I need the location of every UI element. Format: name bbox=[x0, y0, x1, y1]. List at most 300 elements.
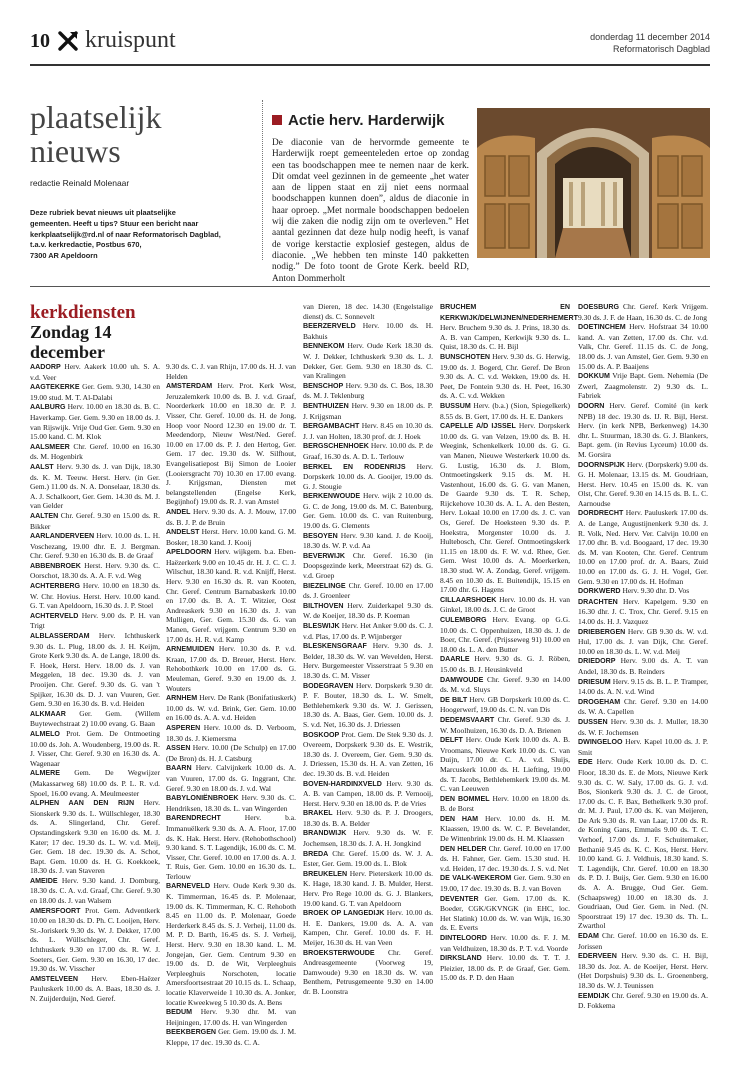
kerkdiensten-title: kerkdiensten bbox=[30, 302, 136, 323]
place-name: AMEIDE bbox=[30, 876, 58, 885]
service-times: Herv. 9.30 ds. A. J. Mouw, 17.00 ds. B. J. P. de Bruin bbox=[166, 506, 296, 527]
service-listing bbox=[166, 507, 296, 527]
service-times: Chr. Geref. 9.30 en 15.00 ds. R. Bikker bbox=[30, 510, 161, 531]
service-times: Ger. Gem. 9.30 en 19.00, 17 dec. 19.30 ds. B. J. van Boven bbox=[440, 873, 570, 894]
service-times: Herv. Kapel 10.00 ds. J. P. Smit bbox=[578, 737, 708, 757]
services-column bbox=[30, 362, 160, 1004]
place-name: DEN BOMMEL bbox=[440, 794, 490, 803]
service-times: Chr. Geref. 16.30 (in Doopsgezinde kerk, Meerstraat 62) ds. G. v.d. Groep bbox=[303, 550, 433, 581]
service-listing bbox=[166, 813, 296, 881]
place-name: BREUKELEN bbox=[303, 869, 348, 878]
services-column bbox=[440, 302, 578, 983]
place-name: EEMDIJK bbox=[578, 991, 610, 1000]
place-name: BESOYEN bbox=[303, 531, 338, 540]
section-title: kruispunt bbox=[85, 27, 176, 53]
place-name: ARNHEM bbox=[166, 694, 198, 703]
cross-arrow-logo-icon bbox=[58, 30, 78, 52]
service-listing bbox=[578, 371, 708, 401]
service-times: Herv. Ichthuskerk 9.30 ds. L. Plug, 18.00 ds. J. H. Keijm, Grote Kerk 9.30 ds. A. de Lange, 18.00 ds. F. Hoek, Herst. Herv. 18.00 ds. J. van Meggelen, 18 dec. 19.30 ds. J. van Prooijen. Chr. Geref. 9.30 ds. G. van 't Spijker, 16.30 ds. D. J. van Vuuren, Ger. Gem. 9.30 en 16.30 ds. B. v.d. Heiden bbox=[30, 631, 160, 709]
service-listing bbox=[440, 794, 570, 814]
service-times: Herv. Zuiderkapel 9.30 ds. W. de Koeijer, 18.30 ds. P. Koeman bbox=[303, 600, 433, 621]
service-listing bbox=[578, 931, 708, 951]
place-name: BLESWIJK bbox=[303, 622, 340, 630]
place-name: EDE bbox=[578, 758, 593, 767]
service-times: Herv. 9.30 ds. G. Herwig, 19.00 ds. J. Bogerd, Chr. Geref. De Bron 9.30 ds. A. C. v.d. Wekken, 19.00 ds. H. Peet, De Fontein 9.30 ds. H. Peet, 16.30 ds. A. C. v.d. Wekken bbox=[440, 351, 570, 401]
service-times: Herv. 10.00 en 18.30 ds. B. C. Haverkamp. Ger. Gem. 9.30 en 18.00 ds. J. van Rijswijk. Vrije Oud Ger. Gem. 9.30 en 15.00 kand. C. M. Klok bbox=[30, 402, 161, 442]
service-times: Herv. Aakerk 10.00 uh. S. A. v.d. Veer bbox=[30, 362, 160, 382]
service-times: Prot. Gem. De Ontmoeting 10.00 ds. Joh. A. Woudenberg, 19.00 ds. R. J. Visser, Chr. Geref. 9.30 en 16.30 ds. A. Wagenaar bbox=[30, 728, 160, 768]
service-times: Herv. GB Dorpskerk 10.00 ds. C. Hoogerwerf, 19.00 ds. C. N. van Dis bbox=[440, 694, 571, 715]
service-times: Herv. Het Anker 9.00 ds. C. J. v.d. Plas, 17.00 ds. P. Wijnberger bbox=[303, 621, 434, 641]
service-listing bbox=[30, 631, 160, 709]
service-listing bbox=[30, 906, 160, 974]
place-name: DAARLE bbox=[440, 655, 470, 664]
service-listing bbox=[30, 531, 160, 561]
service-listing bbox=[30, 362, 160, 382]
place-name: ALKMAAR bbox=[30, 709, 66, 718]
service-times: Herv. Sionskerk 9.30 ds. L. Wüllschleger, 18.30 ds. A. Slingerland, Chr. Geref. Opstandingskerk 9.30 en 16.00 ds. M. J. Kater; 17 dec. 19.30 ds. L. W. v.d. Meij, Ger. Gem. 18 dec. 19.30 ds. A. Schot, Bapt. Gem. 10.00 ds. H. G. Koekkoek, 18.30 ds. J. van Staveren bbox=[30, 798, 161, 876]
service-times: Herv. Oude Kerk 9.30 ds. K. Timmerman, 16.45 ds. P. Molenaar, 19.00 ds. K. Timmerman, K. C. Rehoboth 8.45 en 11.00 ds. P. Molenaar, Goede Herderkerk 8.45 ds. S. J. Verheij, 11.00 ds. M. P. D. Barth, 16.45 ds. S. J. Verheij, Herst. Herv. 9.30 en 18.30 kand. L. M. Jongejan, Ger. Gem. Centrum 9.30 en 19.00 ds. D. de Wit, Verpleeghuis Verpleeghuis Norschoten, locatie Amersfoortsestraat 20 10.15 ds. L. Schaap, locatie Klaverweide 1 10.30 ds. A. Jonker, locatie Kweekweg 5 10.30 ds. A. Bens bbox=[166, 881, 296, 1007]
service-times: Chr. Geref. 15.00 ds. W. J. A. Ester, Ger. Gem. 19.00 ds. L. Blok bbox=[303, 848, 433, 869]
service-times: Herv. Oude Kerk 10.00 ds. D. C. Floor, 18.30 ds. E. de Mots, Nieuwe Kerk 9.30 ds. C. W. Saly, 17.00 ds. G. J. v.d. Bos, Sionkerk 9.30 ds. J. C. de Groot, 17.00 ds. C. F. Bax, Bethelkerk 9.30 prof. dr. M. J. Paul, 17.00 ds. K. van Meijeren, De Ark 9.30 ds. R. van Laar, 17.00 ds. R. de Koning Gans, Emmaüs 9.00 ds. T. C. Verhoef, 17.00 ds. J. F. Schuitemaker, Bethanië 9.45 ds. K. C. Kos, Herst. Herv. 10.00 kand. G. J. Veldhuis, 18.30 kand. S. T. Lagendijk, Chr. Geref. 10.00 en 18.30 ds. P. D. J. Buijs, Ger. Gem. 9.30 en 16.00 ds. A. A. Brugge, Oud Ger. Gem. (Schaapsweg) 10.00 en 18.30 ds. J. Goudriaan, Oud Ger. Gem. in Ned. (N. Spoorstraat 19) 17 dec. 19.30 ds. Th. L. Zwarthol bbox=[578, 757, 708, 931]
service-listing bbox=[303, 849, 433, 869]
service-times: van Dieren, 18 dec. 14.30 (Engelstalige dienst) ds. C. Sonnevelt bbox=[303, 302, 433, 321]
place-name: AALBURG bbox=[30, 403, 66, 412]
service-listing bbox=[440, 675, 570, 695]
service-listing bbox=[578, 677, 708, 697]
service-times: Herv. Oude Kerk 10.00 ds. A. B. Vroomans, Nieuwe Kerk 10.00 ds. C. van Duijn, 17.00 dr. C. A. v.d. Sluijs, Marcuskerk 10.00 ds. H. Liefting, 19.00 ds. T. Jacobs, Bethlehemkerk 19.00 ds. M. C. van Leeuwen bbox=[440, 735, 570, 794]
place-name: BIEZELINGE bbox=[303, 581, 346, 590]
service-times: Chr. Geref. Andreasgemeente (Voorweg 19, Damwoude) 9.30 en 18.30 ds. W. van Benthem, Petrusgemeente 9.30 en 14.00 dr. B. Loonstra bbox=[303, 947, 434, 996]
place-name: DROGEHAM bbox=[578, 697, 621, 706]
service-times: Herv. 9.30 ds. G. J. Röben, 15.00 ds. B. J. Heusinkveld bbox=[440, 654, 571, 674]
service-times: Chr. Geref. 9.30 en 19.00 ds. A. D. Fokkema bbox=[578, 990, 709, 1011]
place-name: BERGSCHENHOEK bbox=[303, 442, 369, 451]
service-times: Chr. Geref. 9.30 en 14.00 ds. W. A. Capellen bbox=[578, 696, 709, 717]
service-times: Herv. b.a. Immanuëlkerk 9.30 ds. A. A. Floor, 17.00 ds. K. Hak. Herst. Herv. (Rehobothschool) 9.30 kand. S. T. Lagendijk, 16.00 ds. C. M. Visser, Chr. Geref. 10.00 en 17.00 ds. A. J. T. Ruis, Ger. Gem. 10.00 en 16.30 ds. L. Terlouw bbox=[166, 813, 296, 881]
article-body: De diaconie van de hervormde gemeente te Harderwijk roept gemeenteleden ertoe op zondag een tas boodschappen mee te nemen naar de kerk. Dit omdat veel gezinnen in de gemeente „het water aan de lippen staat en zij niet eens normaal boodschappen kunnen doen”, aldus de diaconie in haar oproep. „Met normale boodschappen bedoelen wij die zaken die nodig zijn om te overleven.” Het aantal gezinnen dat deze hulp nodig heeft, is vanaf de vorige kerstactie explosief gestegen, aldus de diaconie. „We hebben ten minste 140 pakketten nodig.” De foto toont de Grote Kerk. beeld RD, Anton Dommerholt bbox=[272, 138, 469, 284]
place-name: DOESBURG bbox=[578, 303, 619, 311]
service-listing bbox=[303, 681, 433, 730]
service-times: Ger. Gem. 19.00 ds. J. M. Kleppe, 17 dec. 19.30 ds. C. A. bbox=[166, 1027, 297, 1047]
place-name: DOETINCHEM bbox=[578, 323, 626, 332]
service-times: Herv. 8.45 en 10.30 ds. J. J. van Holten, 18.30 prof. dr. J. Hoek bbox=[303, 421, 433, 441]
place-name: ALPHEN AAN DEN RIJN bbox=[30, 799, 135, 808]
place-name: EDAM bbox=[578, 932, 599, 940]
service-times: Herv. 9.30 ds. C. H. Bijl, 18.30 ds. Joz. A. de Koeijer, Herst. Herv. (Het Dorpshuis) 9.30 ds. L. Groenenberg, 18.30 ds. W. J. Teunissen bbox=[578, 951, 708, 990]
place-name: APELDOORN bbox=[166, 548, 212, 557]
church-doors-photo bbox=[477, 108, 710, 258]
rubric-title-line: nieuws bbox=[30, 133, 121, 169]
place-name: BAARN bbox=[166, 764, 192, 773]
place-name: AARLANDERVEEN bbox=[30, 532, 95, 541]
service-times: Herv. 9.00 ds. P. H. van Trigt bbox=[30, 610, 160, 631]
service-times: Herv. 9.30 ds. J. Belder, 18.30 ds. W. van Wevelden, Herst. Herv. Burgemeester Visserstraat 5 9.30 en 18.30 ds. C. M. Visser bbox=[303, 641, 434, 680]
service-listing bbox=[303, 581, 433, 601]
service-times: Chr. Geref. 9.30 ds. J. W. Moolhuizen, 16.30 ds. D. A. Brienen bbox=[440, 714, 571, 735]
service-times: Herv. 9.30 kand. J. Domburg, 18.30 ds. C. A. v.d. Graaf, Chr. Geref. 9.30 en 18.00 ds. J. van Walsem bbox=[30, 875, 160, 906]
service-listing bbox=[440, 302, 578, 352]
place-name: DAMWOUDE bbox=[440, 675, 484, 684]
service-times: Herv. 10.00 ds. H. M. Klaassen, 19.00 ds. W. C. P. Bevelander, De Wittenbrink 19.00 ds. H. M. Klaassen bbox=[440, 813, 571, 844]
service-listing bbox=[303, 869, 433, 908]
rubric-title bbox=[30, 100, 162, 168]
service-times: Herv. 9.30 ds. W. F. Jochemsen, 18.30 ds. J. A. H. Jongkind bbox=[303, 828, 434, 849]
place-name: DEN HELDER bbox=[440, 844, 487, 853]
service-times: Herv. 10.00 ds. F. J. M. van Veldhuizen, 18.30 ds. P. T. v.d. Voorde bbox=[440, 933, 570, 953]
square-bullet-icon bbox=[272, 115, 282, 125]
place-name: DOKKUM bbox=[578, 372, 610, 381]
service-times: Herv. Bruchem 9.30 ds. J. Prins, 18.30 ds. A. B. van Campen, Kerkwijk 9.30 ds. L. Quist, 18.30 ds. C. H. Bijl bbox=[440, 323, 570, 352]
service-times: Herv. 9.30 kand. J. de Kooij, 18.30 ds. W. P. v.d. Aa bbox=[303, 530, 434, 551]
service-times: Chr. Geref. 10.00 en 16.30 ds. M. Hogenbirk bbox=[30, 441, 161, 462]
service-times: Herv. 9.30 ds. C. Hendriksen, 18.30 ds. L. van Wingerden bbox=[166, 793, 296, 813]
services-column bbox=[166, 362, 296, 1048]
service-listing bbox=[30, 709, 160, 729]
place-name: AADORP bbox=[30, 363, 61, 371]
place-name: BERGAMBACHT bbox=[303, 422, 360, 431]
service-listing bbox=[166, 743, 296, 763]
place-name: AMSTELVEEN bbox=[30, 974, 78, 983]
service-listing bbox=[166, 1027, 296, 1047]
place-name: AALSMEER bbox=[30, 442, 70, 451]
service-times: Herv. wijk 2 10.00 ds. G. C. de Jong, 19.00 ds. M. C. Batenburg, Ger. Gem. 10.00 ds. C. van Ruitenburg, 19.00 ds. G. Clements bbox=[303, 491, 433, 531]
place-name: BERKEL EN RODENRIJS bbox=[303, 462, 406, 471]
services-column bbox=[303, 302, 433, 997]
service-listing bbox=[30, 581, 160, 611]
header-dateline bbox=[590, 31, 710, 55]
place-name: BARENDRECHT bbox=[166, 814, 221, 823]
service-listing bbox=[578, 991, 708, 1011]
service-listing bbox=[166, 547, 296, 644]
service-times: Herv. 10.00 ds. L. H. Voschezang, 19.00 dhr. E. J. Bergman. Chr. Geref. 9.30 en 16.30 ds. B. de Graaf bbox=[30, 531, 161, 561]
place-name: BARNEVELD bbox=[166, 882, 211, 891]
place-name: EDERVEEN bbox=[578, 952, 617, 961]
service-listing bbox=[440, 953, 570, 983]
place-name: BUSSUM bbox=[440, 401, 471, 410]
service-date-line: Zondag 14 bbox=[30, 322, 112, 342]
service-listing bbox=[440, 814, 570, 844]
service-listing bbox=[30, 611, 160, 631]
service-listing bbox=[166, 362, 296, 381]
service-listing bbox=[166, 881, 296, 1007]
service-listing bbox=[303, 341, 433, 380]
service-listing bbox=[440, 421, 570, 595]
service-listing bbox=[303, 462, 433, 492]
service-times: Herv. 9.00 ds. A. T. van Andel, 18.30 ds. B. Reinders bbox=[578, 656, 708, 676]
page-header bbox=[30, 28, 710, 68]
header-rule bbox=[30, 64, 710, 66]
service-listing bbox=[30, 561, 160, 581]
service-listing bbox=[303, 779, 433, 809]
place-name: AAGTEKERKE bbox=[30, 383, 80, 392]
service-listing bbox=[303, 730, 433, 779]
service-times: Herv. 10.00 ds. D. Verboom, 18.30 ds. J. Kiemersma bbox=[166, 722, 297, 743]
service-listing bbox=[303, 421, 433, 441]
service-times: Herv. Eben-Haëzer Pauluskerk 10.00 ds. A. Baas, 18.30 ds. J. N. Zuijderduijn, Ned. Geref. bbox=[30, 973, 160, 1003]
service-listing bbox=[30, 402, 160, 441]
service-times: Herv. 10.00 en 18.00 ds. B. de Borst bbox=[440, 793, 570, 814]
service-times: Herv. wijkgem. b.a. Eben-Haëzerkerk 9.00 en 10.45 dr. H. J. C. C. J. Wilschut, 18.30 kand. R. v.d. Knijff, Herst. Herv. 9.30 en 16.30 ds. R. van Kooten, Chr. Geref. Centrum Barnabaskerk 10.00 en 17.00 ds. B. A. T. Witzier, Oost Andreaskerk 9.30 en 16.30 ds. J. van Mulligen, Ger. Gem. 15.30 ds. G. van Manen, Geref. vrijgem. Centrum 9.30 en 17.00 ds. H. R. v.d. Kamp bbox=[166, 547, 296, 644]
service-times: Herst. Herv. 9.30 ds. C. Oorschot, 18.30 ds. A. A. F. v.d. Weg bbox=[30, 560, 161, 581]
notice-line: gemeenten. Heeft u tips? Stuur een bericht naar bbox=[30, 218, 199, 228]
service-listing bbox=[440, 401, 570, 421]
service-times: Chr. Geref. 10.00 en 17.00 ds. H. Fahner, Ger. Gem. 15.30 stud. H. v.d. Heiden, 17 dec. 19.30 ds. J. S. v.d. Net bbox=[440, 843, 570, 873]
editor-byline: redactie Reinald Molenaar bbox=[30, 178, 130, 188]
place-name: ACHTERVELD bbox=[30, 611, 79, 620]
service-listing bbox=[578, 656, 708, 676]
service-listing bbox=[440, 873, 570, 893]
place-name: DEVENTER bbox=[440, 894, 479, 903]
place-name: AMSTERDAM bbox=[166, 382, 213, 391]
service-times: Herst. Herv. 10.00 kand. G. M. Bosker, 18.30 kand. J. Kooij bbox=[166, 527, 296, 547]
service-listing bbox=[30, 876, 160, 906]
service-times: Herv. 9.30 dhr. M. van Heijningen, 17.00 ds. H. van Wingerden bbox=[166, 1007, 296, 1027]
service-times: Herv. 10.30 ds. P. v.d. Kraan, 17.00 ds. D. Breuer, Herst. Herv. Rehobothkerk 10.00 en 17.00 ds. G. Meuleman, Geref. 9.30 en 19.00 ds. J. Wouters bbox=[166, 644, 296, 693]
service-times: Herv. 9.30 en 18.00 ds. P. J. Krijgsman bbox=[303, 400, 433, 421]
service-listing bbox=[440, 615, 570, 654]
service-times: Herv. Pauluskerk 17.00 ds. A. de Lange, Augustijnenkerk 9.30 ds. J. R. Volk, Ned. Herv. Ver. Calvijn 10.00 en 17.00 dhr. B. v.d. Boogaard, 17 dec. 19.30 ds. M. van Kooten, Chr. Geref. Centrum 10.00 en 17.00 prof. dr. A. Baars, Zuid 10.00 en 17.00 ds. G. J. H. Vogel, Ger. Gem. 9.30 en 17.00 ds. H. Hofman bbox=[578, 508, 708, 586]
service-date bbox=[30, 322, 112, 362]
place-name: BENTHUIZEN bbox=[303, 401, 349, 410]
service-listing bbox=[303, 808, 433, 828]
place-name: BABYLONIËNBROEK bbox=[166, 794, 239, 803]
place-name: DWINGELOO bbox=[578, 738, 623, 747]
service-times: Herv. Prot. Kerk West, Jeruzalemkerk 10.00 ds. B. J. v.d. Graaf, Noorderkerk 10.00 en 18.30 dr. P. J. Visser, Chr. Geref. 10.00 ds. H. de Jong, Hoop voor Noord 12.30 en 19.00 dr. T. Meedendorp, Nieuw West/Ned. Geref. 10.00 en 17.00 ds. P. J. den Hertog, Ger. Gem. 17 dec. 19.30 ds. W. Silfhout, Evangelisatiepost Bij Simon de Looier (Looiersgracht 70) 10.30 en 17.00 evang. J. Krijgsman, Diensten met belangstellenden (Engelse Kerk, Begijnhof) 19.00 ds. R. J. van Amstel bbox=[166, 381, 296, 507]
place-name: BRANDWIJK bbox=[303, 829, 347, 838]
service-listing bbox=[30, 768, 160, 798]
service-times: Herv. 9.30 ds. C. Bos, 18.30 ds. M. J. Teklenburg bbox=[303, 380, 433, 401]
place-name: ACHTERBERG bbox=[30, 582, 81, 591]
place-name: BENNEKOM bbox=[303, 342, 345, 351]
service-listing bbox=[166, 381, 296, 507]
service-listing bbox=[303, 828, 433, 848]
issue-date: donderdag 11 december 2014 bbox=[590, 32, 710, 42]
place-name: ASPEREN bbox=[166, 723, 201, 732]
service-listing bbox=[166, 1007, 296, 1027]
place-name: BEEKBERGEN bbox=[166, 1028, 217, 1037]
service-listing bbox=[578, 757, 708, 931]
service-listing bbox=[440, 695, 570, 715]
service-times: Herv. Calvijnkerk 10.00 ds. A. van Vuuren, 17.00 ds. G. Inggrant, Chr. Geref. 9.30 en 18.00 ds. J. v.d. Wal bbox=[166, 763, 296, 793]
service-listing bbox=[440, 735, 570, 794]
service-listing bbox=[578, 597, 708, 627]
service-listing bbox=[303, 601, 433, 621]
service-times: Herv. Hofstraat 34 10.00 kand. A. van Zetten, 17.00 ds. Chr. v.d. Valk, Chr. Geref. 11.15 ds. C. de Jong, 18.00 ds. J. van Amstel, Ger. Gem. 9.30 en 15.00 ds. A. P. Baaijens bbox=[578, 322, 709, 371]
service-listing bbox=[166, 527, 296, 547]
place-name: AALTEN bbox=[30, 511, 59, 520]
place-name: BOVEN-HARDINXVELD bbox=[303, 779, 382, 788]
place-name: DORDRECHT bbox=[578, 509, 624, 518]
service-times: Ger. Gem. 9.30, 14.30 en 19.00 stud. M. T. Al-Dalabi bbox=[30, 382, 160, 402]
service-listing bbox=[30, 974, 160, 1004]
place-name: BUNSCHOTEN bbox=[440, 352, 491, 361]
place-name: DIRKSLAND bbox=[440, 954, 482, 963]
place-name: BEVERWIJK bbox=[303, 551, 346, 560]
notice-line: 7300 AR Apeldoorn bbox=[30, 251, 98, 261]
rubric-title-line: plaatselijk bbox=[30, 99, 162, 135]
place-name: BEERZERVELD bbox=[303, 322, 356, 331]
notice-line: t.a.v. kerkredactie, Postbus 670, bbox=[30, 240, 142, 250]
place-name: CAPELLE A/D IJSSEL bbox=[440, 422, 516, 431]
place-name: DRIESUM bbox=[578, 677, 611, 686]
place-name: BRUCHEM EN KERKWIJK/DELWIJNEN/NEDERHEMERT bbox=[440, 303, 578, 322]
service-times: Chr. Geref. 10.00 en 16.30 ds. E. Jorissen bbox=[578, 931, 709, 951]
service-listing bbox=[578, 508, 708, 586]
service-listing bbox=[30, 729, 160, 768]
service-listing bbox=[166, 644, 296, 693]
place-name: DINTELOORD bbox=[440, 934, 487, 942]
service-listing bbox=[440, 352, 570, 401]
service-listing bbox=[166, 763, 296, 793]
service-listing bbox=[303, 491, 433, 530]
service-listing bbox=[578, 697, 708, 717]
place-name: AMERSFOORT bbox=[30, 906, 81, 915]
place-name: DOORNSPIJK bbox=[578, 460, 625, 469]
place-name: BRAKEL bbox=[303, 809, 333, 818]
service-times: Herv. Oude Kerk 18.30 ds. W. J. Dekker, Ichthuskerk 9.30 ds. L. J. Dekker, Ger. Gem. 9.30 en 18.30 ds. C. van Kralingen bbox=[303, 341, 434, 381]
service-times: Vrije Bapt. Gem. Nehemia (De Zwerl, Zaagmolenstr. 2) 9.30 ds. L. Fabriek bbox=[578, 371, 708, 401]
service-times: Chr. Geref. 10.00 en 17.00 ds. J. Groenleer bbox=[303, 580, 434, 601]
service-times: Chr. Geref. 9.30 en 14.00 ds. M. v.d. Sluys bbox=[440, 674, 571, 695]
place-name: BOSKOOP bbox=[303, 730, 340, 739]
service-listing bbox=[578, 737, 708, 757]
service-times: Herv. 10.00 ds. H. van Ginkel, 18.00 ds. J. C. de Groot bbox=[440, 594, 571, 615]
service-listing bbox=[303, 641, 433, 680]
service-times: Gem. De Wegwijzer (Makassarweg 68) 10.00 ds. P. L. R. v.d. Spoel, 16.00 evang. A. Meulmeester bbox=[30, 768, 160, 798]
service-listing bbox=[303, 321, 433, 341]
place-name: BERKENWOUDE bbox=[303, 492, 361, 501]
service-date-line: december bbox=[30, 342, 105, 362]
place-name: DEDEMSVAART bbox=[440, 715, 495, 724]
place-name: AALST bbox=[30, 462, 54, 471]
service-listing bbox=[303, 531, 433, 551]
place-name: ASSEN bbox=[166, 744, 191, 753]
service-times: Herv. 10.00 ds. H. Bakhuis bbox=[303, 321, 434, 341]
notice-line: Deze rubriek bevat nieuws uit plaatselijke bbox=[30, 208, 176, 217]
service-listing bbox=[30, 462, 160, 511]
service-times: Herv. Kapelgem. 9.30 en 16.30 dhr. J. C. Trox, Chr. Geref. 9.15 en 14.00 ds. H. J. Vazquez bbox=[578, 596, 709, 626]
service-times: Ger. Gem. 17.00 ds. K. Boeder, CGK/GKVNGK (in EHC, loc. Het Slatink) 10.00 ds. W. van Wijk, 16.30 ds. E. Everts bbox=[440, 893, 571, 933]
service-listing bbox=[30, 442, 160, 462]
service-listing bbox=[578, 322, 708, 371]
service-listing bbox=[303, 401, 433, 421]
service-times: Herv. 10.00 (De Schulp) en 17.00 (De Bron) ds. H. J. Catsburg bbox=[166, 743, 296, 763]
place-name: BLESKENSGRAAF bbox=[303, 642, 367, 651]
notice-line: kerkplaatselijk@rd.nl of naar Reformatorisch Dagblad, bbox=[30, 229, 221, 239]
service-times: Herv. Pieterskerk 10.00 ds. K. Hage, 18.30 kand. J. B. Mulder, Herst. Herv. Pro Rege 10.00 ds. G. J. Blankers, 19.00 kand. G. T. van Apeldoorn bbox=[303, 868, 433, 908]
place-name: DE BILT bbox=[440, 695, 468, 704]
place-name: DEN HAM bbox=[440, 814, 479, 823]
service-times: Herv. Geref. Comité (in kerk NPB) 18 dec. 19.30 ds. IJ. R. Bijl, Herst. Herv. (in kerk NPB, Berkenweg) 14.30 dhr. L. Stuurman, 18.30 ds. G. J. Blankers, Bapt. gem. (in Revius Lyceum) 10.00 ds. M. Gorsira bbox=[578, 400, 708, 459]
place-name: ALMERE bbox=[30, 769, 60, 778]
service-listing bbox=[303, 948, 433, 997]
place-name: ANDEL bbox=[166, 507, 191, 516]
service-times: Herv. 10.00 ds. T. T. J. Pleizier, 18.00 ds. P. de Graaf, Ger. Gem. 15.00 ds. P. D. den Haan bbox=[440, 953, 570, 983]
service-listing bbox=[440, 654, 570, 674]
place-name: ABBENBROEK bbox=[30, 561, 81, 570]
service-times: Herv. 10.00 en 18.30 ds. W. Chr. Hovius. Herst. Herv. 10.00 kand. G. T. van Apeldoorn, 16.30 ds. J. P. Stoel bbox=[30, 581, 160, 611]
service-listing bbox=[30, 382, 160, 402]
place-name: DRIEBERGEN bbox=[578, 627, 626, 636]
service-times: Herv. (b.a.) (Sion, Spiegelkerk) 8.55 ds. B. Gert, 17.00 ds. H. E. Dankers bbox=[440, 400, 571, 421]
service-times: Herv. Evang. op G.G. 10.00 ds. C. Oppenhuizen, 18.30 ds. J. de Boer, Chr. Geref. (Prijsseweg 91) 10.00 en 18.00 ds. L. A. den Butter bbox=[440, 615, 571, 654]
service-listing bbox=[303, 621, 433, 641]
service-times: Herv. 10.00 ds. P. de Graaf, 16.30 ds. A. D. L. Terlouw bbox=[303, 441, 433, 461]
service-listing bbox=[303, 908, 433, 947]
page-number: 10 bbox=[30, 30, 50, 52]
service-listing bbox=[440, 715, 570, 735]
service-listing bbox=[303, 302, 433, 321]
service-listing bbox=[30, 798, 160, 876]
service-times: Herv. 9.30 ds. J. van Dijk, 18.30 ds. K. M. Teeuw. Herst. Herv. (in Ger. Gem.) 11.00 ds. N. A. Donselaar, 18.30 ds. A. J. Schalkoort, Ger. Gem. 14.30 ds. M. J. van Gelder bbox=[30, 461, 161, 511]
place-name: DUSSEN bbox=[578, 717, 608, 726]
place-name: CULEMBORG bbox=[440, 616, 487, 624]
service-listing bbox=[440, 595, 570, 615]
section-rule bbox=[30, 286, 710, 287]
place-name: BENSCHOP bbox=[303, 381, 344, 390]
column-divider bbox=[262, 100, 263, 260]
service-listing bbox=[578, 717, 708, 737]
service-listing bbox=[440, 933, 570, 953]
service-listing bbox=[440, 894, 570, 933]
service-listing bbox=[578, 627, 708, 657]
service-listing bbox=[440, 844, 570, 874]
service-times: Herv. Dorpskerk 10.00 ds. G. van Velzen, 19.00 ds. B. H. Weegink, Schenkelkerk 10.00 ds. G. G. van Manen, Nieuwe Westerkerk 10.00 ds. G. Lustig, 16.30 ds. J. Blom, Ontmoetingskerk 9.15 ds. M. H. Vastenhout, 16.00 ds. G. G. van Manen, De Gaarde 9.30 ds. T. R. Schep, Rijckehove 10.30 ds. A. L. A. den Besten, Herv. Lokaal 10.00 en 17.00 ds. J. C. van Os, Geref. De Hoeksteen 9.30 ds. P. Hoekstra, Morgenster 10.00 ds. J. Hultebosch, Chr. Geref. Ontmoetingskerk 11.15 en 18.00 ds. F. W. v.d. Rhee, Ger. Gem. West 10.00 ds. A. Moerkerken, 18.30 stud. W. A. Zondag, Geref. vrijgem. 8.45 en 10.30 ds. E. Buitendijk, 15.15 en 17.00 dhr. G. Hagens bbox=[440, 421, 570, 595]
service-times: Herv. 9.30 dhr. D. Vos bbox=[622, 586, 690, 596]
service-times: Ger. Gem. (Willem Buytewechstraat 2) 10.00 evang. G. Baan bbox=[30, 708, 160, 729]
service-times: Prot. Gem. De Stek 9.30 ds. J. Overeem, Dorpskerk 9.30 ds. E. Westrik, 18.30 ds. J. Overeem, Ger. Gem. 9.30 ds. J. Driessen, 15.30 ds. H. A. van Zetten, 16 dec. 19.30 ds. B. v.d. Heiden bbox=[303, 729, 434, 778]
place-name: BROEKSTERWOUDE bbox=[303, 948, 375, 957]
service-listing bbox=[303, 551, 433, 581]
service-times: 9.30 ds. C. J. van Rhijn, 17.00 ds. H. J. van Helden bbox=[166, 362, 296, 381]
service-listing bbox=[30, 511, 160, 531]
service-listing bbox=[578, 302, 708, 322]
service-times: Chr. Geref. Kerk Vrijgem. 9.30 ds. J. F. de Haan, 16.30 ds. C. de Jong bbox=[578, 302, 708, 322]
place-name: BROEK OP LANGEDIJK bbox=[303, 909, 385, 918]
service-times: Herv. De Rank (Bonifatiuskerk) 10.00 ds. W. v.d. Brink, Ger. Gem. 10.00 en 16.00 ds. A. A. v.d. Heiden bbox=[166, 693, 297, 723]
place-name: ALBLASSERDAM bbox=[30, 632, 90, 641]
service-times: Herv. (Dorpskerk) 9.00 ds. G. H. Molenaar, 13.15 ds. M. Goudriaan, Herst. Herv. 10.45 en 15.00 ds. K. van Olst, Chr. Geref. 9.30 en 14.15 ds. B. L. C. Aarnoudse bbox=[578, 459, 708, 508]
service-times: Herv. 9.30 ds. P. J. Droogers, 18.30 ds. B. A. Belder bbox=[303, 808, 433, 828]
service-listing bbox=[578, 401, 708, 460]
service-listing bbox=[166, 793, 296, 813]
service-listing bbox=[166, 723, 296, 743]
place-name: ANDELST bbox=[166, 528, 200, 537]
service-times: Herv. 9.30 ds. A. B. van Campen, 18.00 ds. P. Vernooij, Herst. Herv. 9.30 en 18.00 ds. P. de Vries bbox=[303, 778, 433, 808]
place-name: DRIEDORP bbox=[578, 657, 616, 666]
service-listing bbox=[303, 381, 433, 401]
service-listing bbox=[578, 951, 708, 990]
newspaper-name: Reformatorisch Dagblad bbox=[612, 44, 710, 54]
service-listing bbox=[166, 693, 296, 723]
services-column bbox=[578, 302, 708, 1011]
place-name: BEDUM bbox=[166, 1008, 193, 1017]
place-name: DOORN bbox=[578, 401, 605, 410]
place-name: DE VALK-WEKEROM bbox=[440, 874, 512, 883]
place-name: ALMELO bbox=[30, 729, 60, 738]
place-name: DRACHTEN bbox=[578, 597, 618, 606]
place-name: BODEGRAVEN bbox=[303, 681, 354, 690]
submission-notice bbox=[30, 208, 255, 262]
place-name: DELFT bbox=[440, 736, 463, 745]
service-times: Prot. Gem. Adventkerk 10.00 en 18.30 ds. D. Ph. C. Looijen, Herv. St.-Joriskerk 9.30 ds. W. J. Dekker, 17.00 ds. L. Wüllschleger, Chr. Geref. Ichthuskerk 9.30 en 17.00 ds. R. W. J. Soeters, Ger. Gem. 9.30 en 16.30, 17 dec. 19.30 ds. W. Visscher bbox=[30, 905, 160, 974]
service-times: Herv. Dorpskerk 9.30 dr. P. F. Bouter, 18.30 ds. L. W. Smelt, Bethlehemkerk 9.30 ds. W. J. Gerissen, 18.30 ds. A. Baas, Ger. Gem. 10.00 ds. J. S. v.d. Net, 16.30 ds. J. Driessen bbox=[303, 680, 434, 729]
article-title bbox=[272, 112, 444, 129]
article-title-text: Actie herv. Harderwijk bbox=[288, 112, 445, 129]
place-name: ARNEMUIDEN bbox=[166, 645, 215, 654]
service-listing bbox=[578, 586, 708, 597]
